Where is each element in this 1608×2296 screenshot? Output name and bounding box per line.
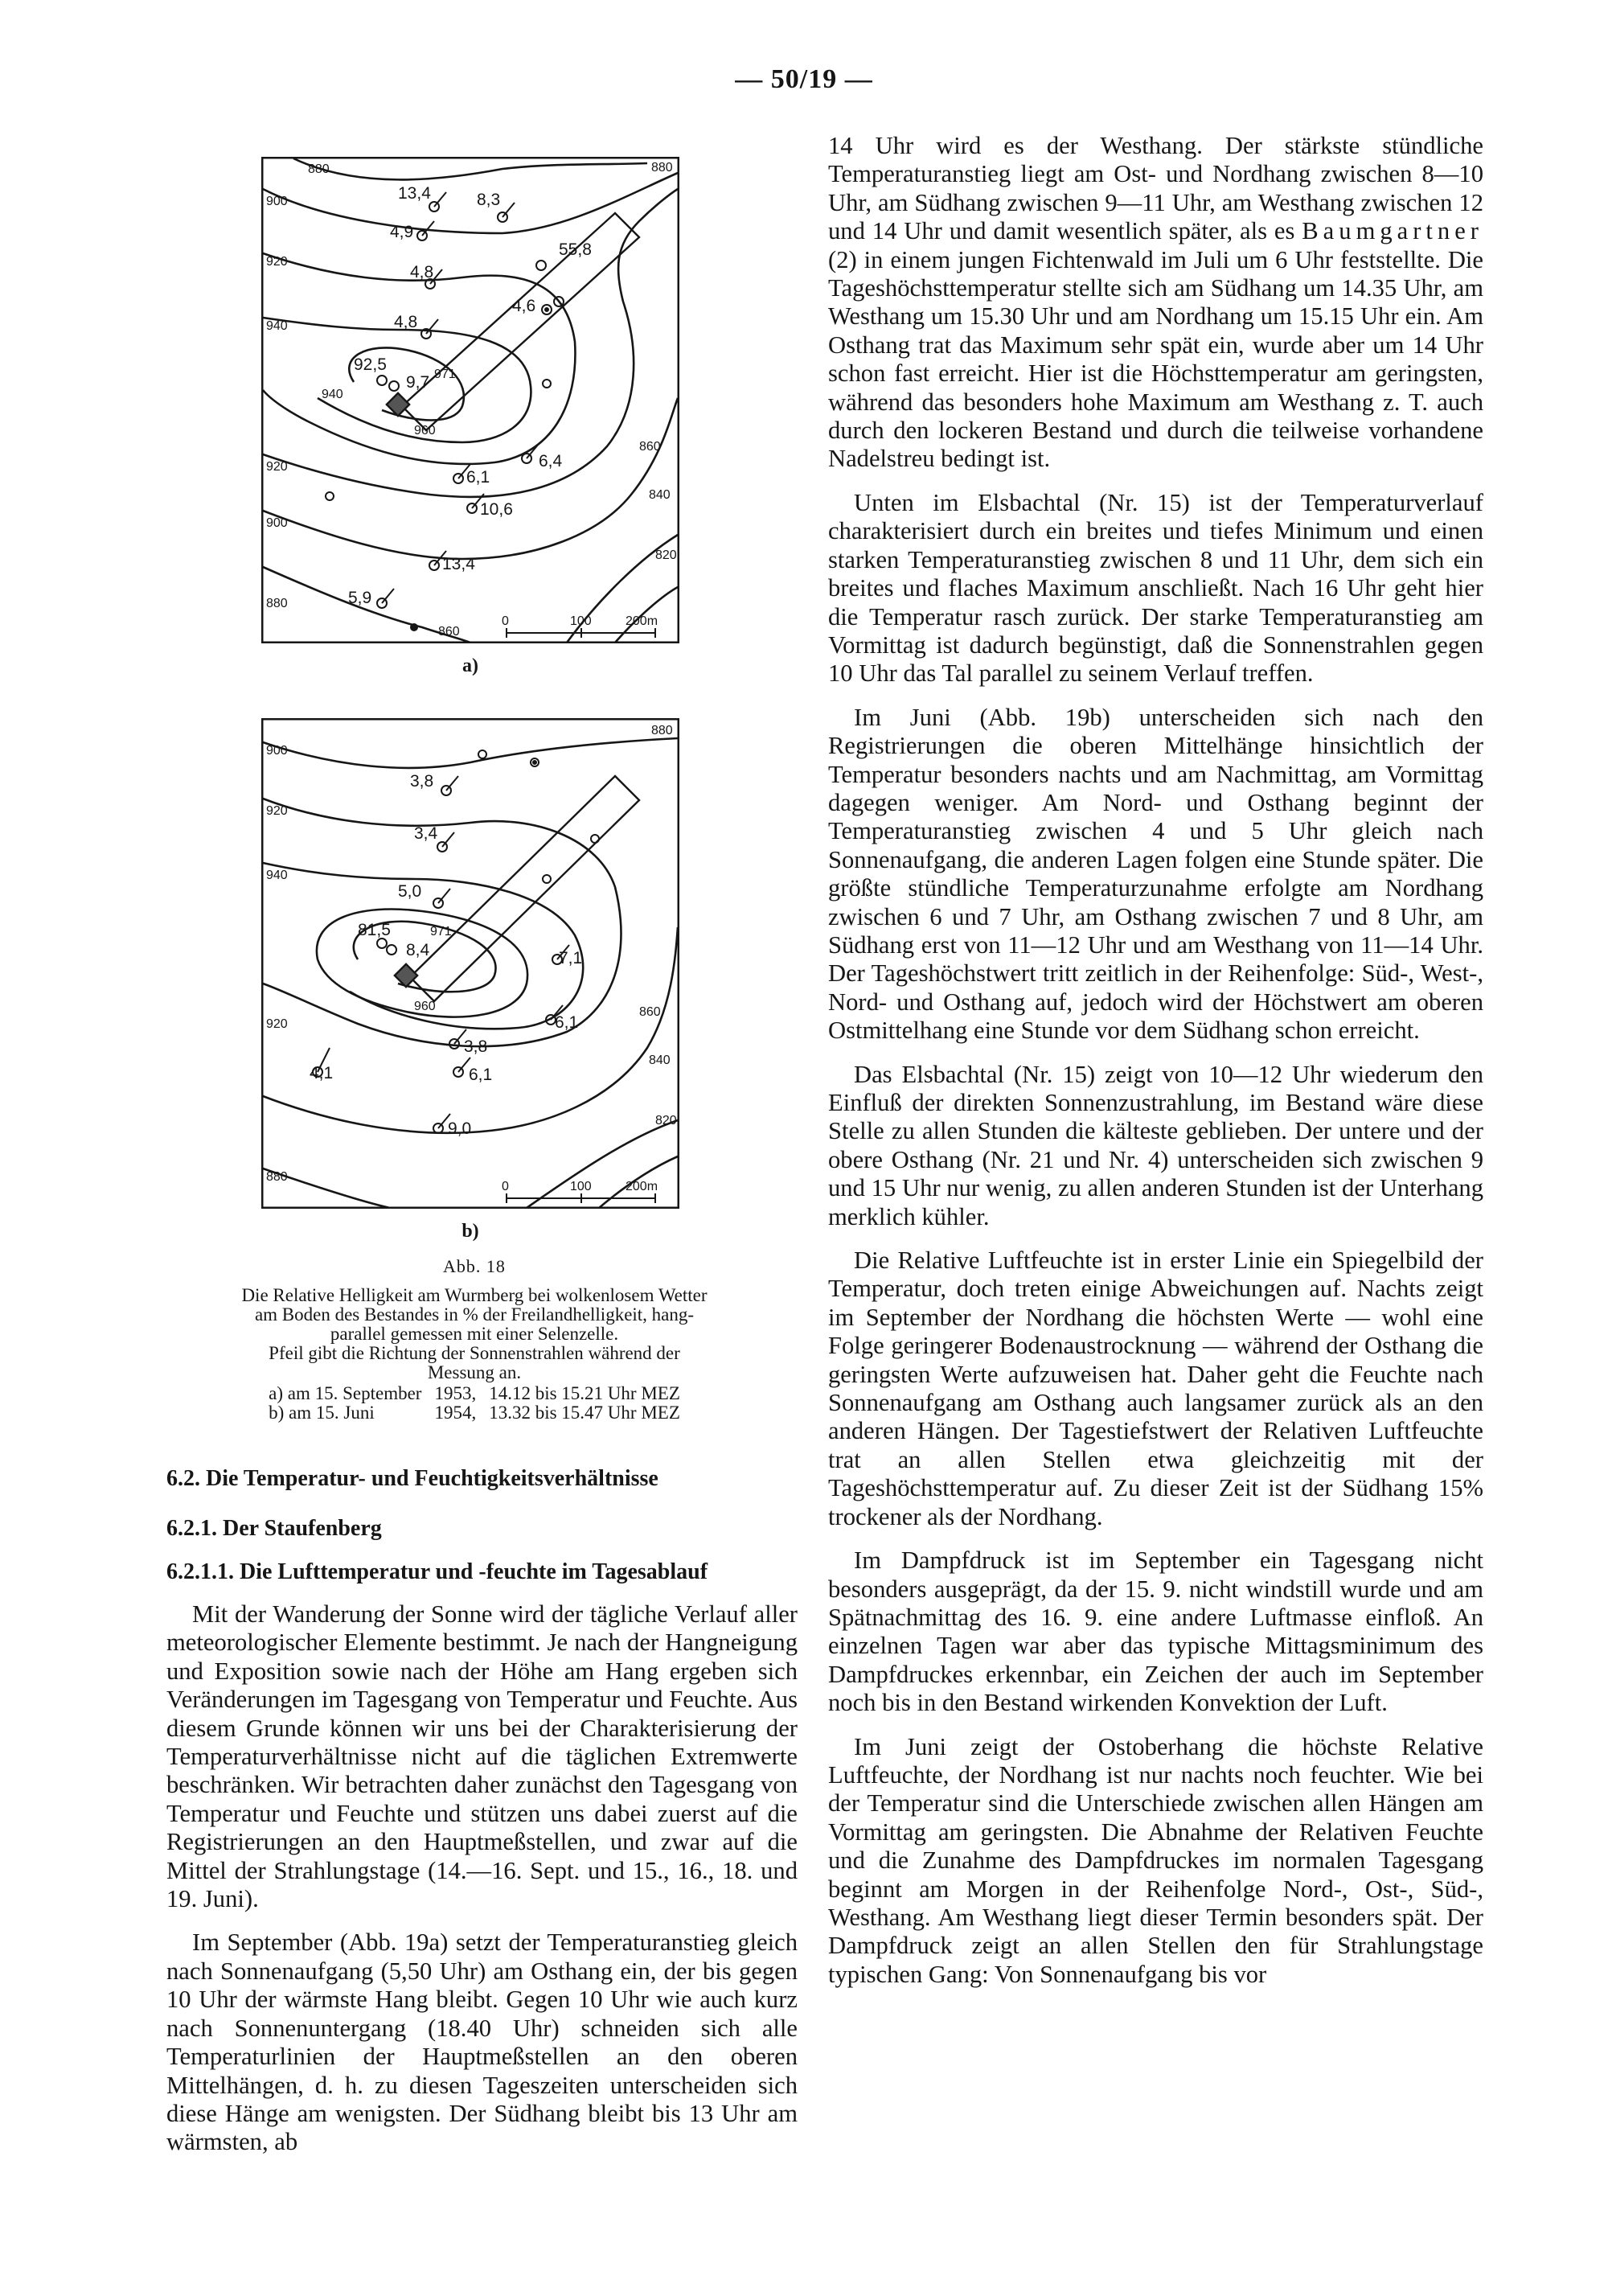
scale-label: 0 xyxy=(502,1180,509,1193)
point-value: 8,4 xyxy=(406,941,430,959)
contour-label: 920 xyxy=(266,1017,288,1031)
map-b xyxy=(261,718,679,1209)
contour-label: 860 xyxy=(438,625,460,639)
caption-line: Pfeil gibt die Richtung der Sonnenstrahlen während der xyxy=(269,1343,680,1363)
scale-label: 200m xyxy=(626,1180,658,1193)
contour-label: 920 xyxy=(266,804,288,818)
map-a-label: a) xyxy=(462,655,478,676)
contour-label: 960 xyxy=(414,424,436,437)
contour-label: 880 xyxy=(308,162,330,176)
paragraph-text: (2) in einem jungen Fichtenwald im Juli um 6 Uhr feststellte. Die Tageshöchsttemperatur stellte sich am Südhang um 14.35 Uhr, am Westhang um 15.30 Uhr und am Nordhang um 15.15 Uhr ein. Am Osthang trat das Maximum sehr spät ein, wurde aber um 14 Uhr schon fast erreicht. Hier ist die Höchsttemperatur am geringsten, während das besonders hohe Maximum am Westhang z. T. auch durch den lockeren Bestand und durch die teilweise vorhandene Nadelstreu bedingt ist. xyxy=(828,245,1483,473)
point-value: 13,4 xyxy=(398,184,431,203)
paragraph: Mit der Wanderung der Sonne wird der tägliche Verlauf aller meteorologischer Elemente bestimmt. Je nach der Hangneigung und Exposition sowie nach der Höhe am Hang ergeben sich Veränderungen im Tagesgang von Temperatur und Feuchte. Aus diesem Grunde können wir uns bei der Charakterisierung der Temperaturverhältnisse nicht auf die täglichen Extremwerte beschränken. Wir betrachten daher zunächst den Tagesgang von Temperatur und Feuchte und stützen uns dabei zuerst auf die Registrierungen an den Hauptmeßstellen, und zwar auf die Mittel der Strahlungstage (14.—16. Sept. und 15., 16., 18. und 19. Juni). xyxy=(166,1600,798,1913)
section-heading: 6.2. Die Temperatur- und Feuchtigkeitsverhältnisse xyxy=(166,1466,658,1491)
point-value: 4,8 xyxy=(410,263,434,281)
point-value: 4,1 xyxy=(310,1064,334,1082)
point-value: 6,1 xyxy=(555,1013,579,1032)
right-column xyxy=(828,132,1483,2004)
point-value: 4,9 xyxy=(390,223,414,241)
paragraph xyxy=(828,132,1483,474)
point-value: 8,3 xyxy=(477,191,501,209)
caption-line: Die Relative Helligkeit am Wurmberg bei wolkenlosem Wetter xyxy=(241,1285,708,1305)
contour-label: 840 xyxy=(649,488,671,502)
contour-label: 940 xyxy=(266,869,288,882)
caption-line: Messung an. xyxy=(427,1362,522,1382)
point-value: 9,0 xyxy=(448,1119,472,1138)
point-value: 3,4 xyxy=(414,824,438,843)
caption-date-label: a) am 15. September xyxy=(269,1383,422,1403)
contour-label: 940 xyxy=(322,388,343,401)
paragraph: Im Dampfdruck ist im September ein Tagesgang nicht besonders ausgeprägt, da der 15. 9. nicht windstill wurde und am Spätnachmittag des 16. 9. eine andere Luftmasse einfloß. An einzelnen Tagen war aber das typische Mittagsminimum des Dampfdruckes erkennbar, ein Zeichen der auch im September noch bis in den Bestand wirkenden Konvektion der Luft. xyxy=(828,1546,1483,1717)
paragraph: Im September (Abb. 19a) setzt der Temperaturanstieg gleich nach Sonnenaufgang (5,50 Uhr) am Osthang ein, der bis gegen 10 Uhr der wärmste Hang bleibt. Gegen 10 Uhr wie auch kurz nach Sonnenuntergang (18.40 Uhr) schneiden sich alle Temperaturlinien der Hauptmeßstellen an den oberen Mittelhängen, d. h. zu diesen Tageszeiten unterscheiden sich diese Hänge am wenigsten. Der Südhang bleibt bis 13 Uhr am wärmsten, ab xyxy=(166,1928,798,2156)
paragraph: Die Relative Luftfeuchte ist in erster Linie ein Spiegelbild der Temperatur, doch treten einige Abweichungen auf. Nachts zeigt im September der Nordhang die höchsten Werte — wohl eine Folge geringerer Bodenaustrocknung — während der Osthang die geringsten Werte aufzuweisen hat. Daher geht die Feuchte nach Sonnenaufgang am Osthang auch langsamer zurück als an den anderen Hängen. Der Tagestiefstwert der Relativen Luftfeuchte trat an allen Stellen etwa gleichzeitig mit der Tageshöchsttemperatur auf. Zu dieser Zeit ist der Südhang 15% trockener als der Nordhang. xyxy=(828,1247,1483,1530)
contour-label: 940 xyxy=(266,319,288,333)
point-value: 5,9 xyxy=(348,589,372,607)
scale-label: 200m xyxy=(626,614,658,628)
caption-time: 14.12 bis 15.21 Uhr MEZ xyxy=(489,1383,680,1403)
point-value: 6,1 xyxy=(466,468,490,487)
contour-label: 900 xyxy=(266,744,288,758)
scale-label: 100 xyxy=(570,614,592,628)
point-value: 3,8 xyxy=(410,772,434,791)
point-value: 10,6 xyxy=(480,500,513,519)
caption-time: 13.32 bis 15.47 Uhr MEZ xyxy=(489,1403,680,1423)
contour-label: 971 xyxy=(434,368,456,381)
caption-line: am Boden des Bestandes in % der Freilandhelligkeit, hang- xyxy=(254,1304,695,1325)
contour-label: 880 xyxy=(266,597,288,610)
point-value: 81,5 xyxy=(358,921,391,939)
point-value: 6,4 xyxy=(539,452,563,470)
contour-label: 900 xyxy=(266,195,288,208)
subsubsection-heading: 6.2.1.1. Die Lufttemperatur und -feuchte im Tagesablauf xyxy=(166,1559,708,1584)
scale-label: 0 xyxy=(502,614,509,628)
point-value: 7,1 xyxy=(559,949,583,967)
contour-label: 820 xyxy=(655,548,677,562)
contour-label: 971 xyxy=(430,925,452,939)
contour-label: 900 xyxy=(266,516,288,530)
contour-label: 840 xyxy=(649,1054,671,1067)
paragraph: Das Elsbachtal (Nr. 15) zeigt von 10—12 Uhr wiederum den Einfluß der direkten Sonnenzustrahlung, im Bestand wäre diese Stelle zu allen Stunden die kälteste geblieben. Der untere und der obere Osthang (Nr. 21 und Nr. 4) unterscheiden sich zwischen 9 und 15 Uhr nur wenig, zu allen anderen Stunden ist der Unterhang merklich kühler. xyxy=(828,1060,1483,1230)
caption-date-label: b) am 15. Juni xyxy=(269,1403,375,1423)
paragraph: Im Juni (Abb. 19b) unterscheiden sich nach den Registrierungen die oberen Mittelhänge hinsichtlich der Temperatur besonders nachts und am Nachmittag, am Vormittag dagegen weniger. Am Nord- und Osthang beginnt der Temperaturanstieg zwischen 4 und 5 Uhr gleich nach Sonnenaufgang, die anderen Lagen folgen eine Stunde später. Die größte stündliche Temperaturzunahme erfolgte am Nordhang zwischen 6 und 7 Uhr, am Osthang zwischen 7 und 8 Uhr, am Südhang erst von 11—12 Uhr und am Westhang von 11—14 Uhr. Der Tageshöchstwert tritt zeitlich in der Reihenfolge: Süd-, West-, Nord- und Osthang auf, jedoch wird der Höchstwert am oberen Ostmittelhang eine Stunde vor dem Südhang schon erreicht. xyxy=(828,703,1483,1045)
contour-label: 880 xyxy=(651,724,673,737)
point-value: 3,8 xyxy=(464,1037,488,1056)
contour-label: 960 xyxy=(414,1000,436,1013)
caption-line: parallel gemessen mit einer Selenzelle. xyxy=(330,1324,619,1344)
point-value: 9,7 xyxy=(406,373,430,392)
contour-label: 880 xyxy=(651,161,673,175)
contour-label: 860 xyxy=(639,1005,661,1019)
point-value: 55,8 xyxy=(559,240,592,259)
map-b-label: b) xyxy=(461,1221,479,1242)
paragraph-text: 14 Uhr wird es der Westhang. Der stärkste stündliche Temperaturanstieg liegt am Ost- und Nordhang zwischen 8—10 Uhr, am Südhang zwischen 9—11 Uhr, am Westhang zwischen 12 und 14 Uhr und damit wesentlich später, als es xyxy=(828,132,1483,245)
caption-dates xyxy=(262,1384,687,1423)
point-value: 4,8 xyxy=(394,313,418,331)
point-value: 6,1 xyxy=(469,1066,493,1084)
map-a xyxy=(261,157,679,643)
contour-label: 860 xyxy=(639,440,661,454)
caption-title: Abb. 18 xyxy=(443,1256,506,1276)
subsection-heading: 6.2.1. Der Staufenberg xyxy=(166,1516,382,1541)
caption-year: 1954, xyxy=(434,1403,477,1423)
paragraph: Im Juni zeigt der Ostoberhang die höchste Relative Luftfeuchte, der Nordhang ist nur nachts noch feuchter. Wie bei der Temperatur sind die Unterschiede zwischen allen Hängen am Vormittag am geringsten. Die Abnahme der Relativen Feuchte und die Zunahme des Dampfdruckes im normalen Tagesgang beginnt am Morgen in der Reihenfolge Nord-, Ost-, Süd-, Westhang. Am Westhang liegt dieser Termin besonders spät. Der Dampfdruck zeigt an allen Stellen den für Strahlungstage typischen Gang: Von Sonnenaufgang bis vor xyxy=(828,1732,1483,1988)
scale-label: 100 xyxy=(570,1180,592,1193)
point-value: 92,5 xyxy=(354,355,387,374)
contour-label: 880 xyxy=(266,1170,288,1184)
caption-year: 1953, xyxy=(434,1383,477,1403)
left-column xyxy=(166,1600,798,2172)
contour-label: 920 xyxy=(266,460,288,474)
page-number: — 50/19 — xyxy=(735,64,873,94)
contour-label: 820 xyxy=(655,1114,677,1127)
point-value: 4,6 xyxy=(512,297,536,315)
contour-label: 920 xyxy=(266,255,288,269)
point-value: 13,4 xyxy=(442,555,475,573)
paragraph: Unten im Elsbachtal (Nr. 15) ist der Temperaturverlauf charakterisiert durch ein breites und tiefes Minimum und einen starken Temperaturanstieg zwischen 8 und 11 Uhr, dem sich ein breites und flaches Maximum anschließt. Nach 16 Uhr geht hier die Temperatur rasch zurück. Der starke Temperaturanstieg am Vormittag ist dadurch begünstigt, daß die Sonnenstrahlen gegen 10 Uhr das Tal parallel zu seinem Verlauf treffen. xyxy=(828,488,1483,688)
author-name: Baumgartner xyxy=(1302,217,1483,245)
point-value: 5,0 xyxy=(398,882,422,901)
figure-caption xyxy=(149,1257,800,1423)
